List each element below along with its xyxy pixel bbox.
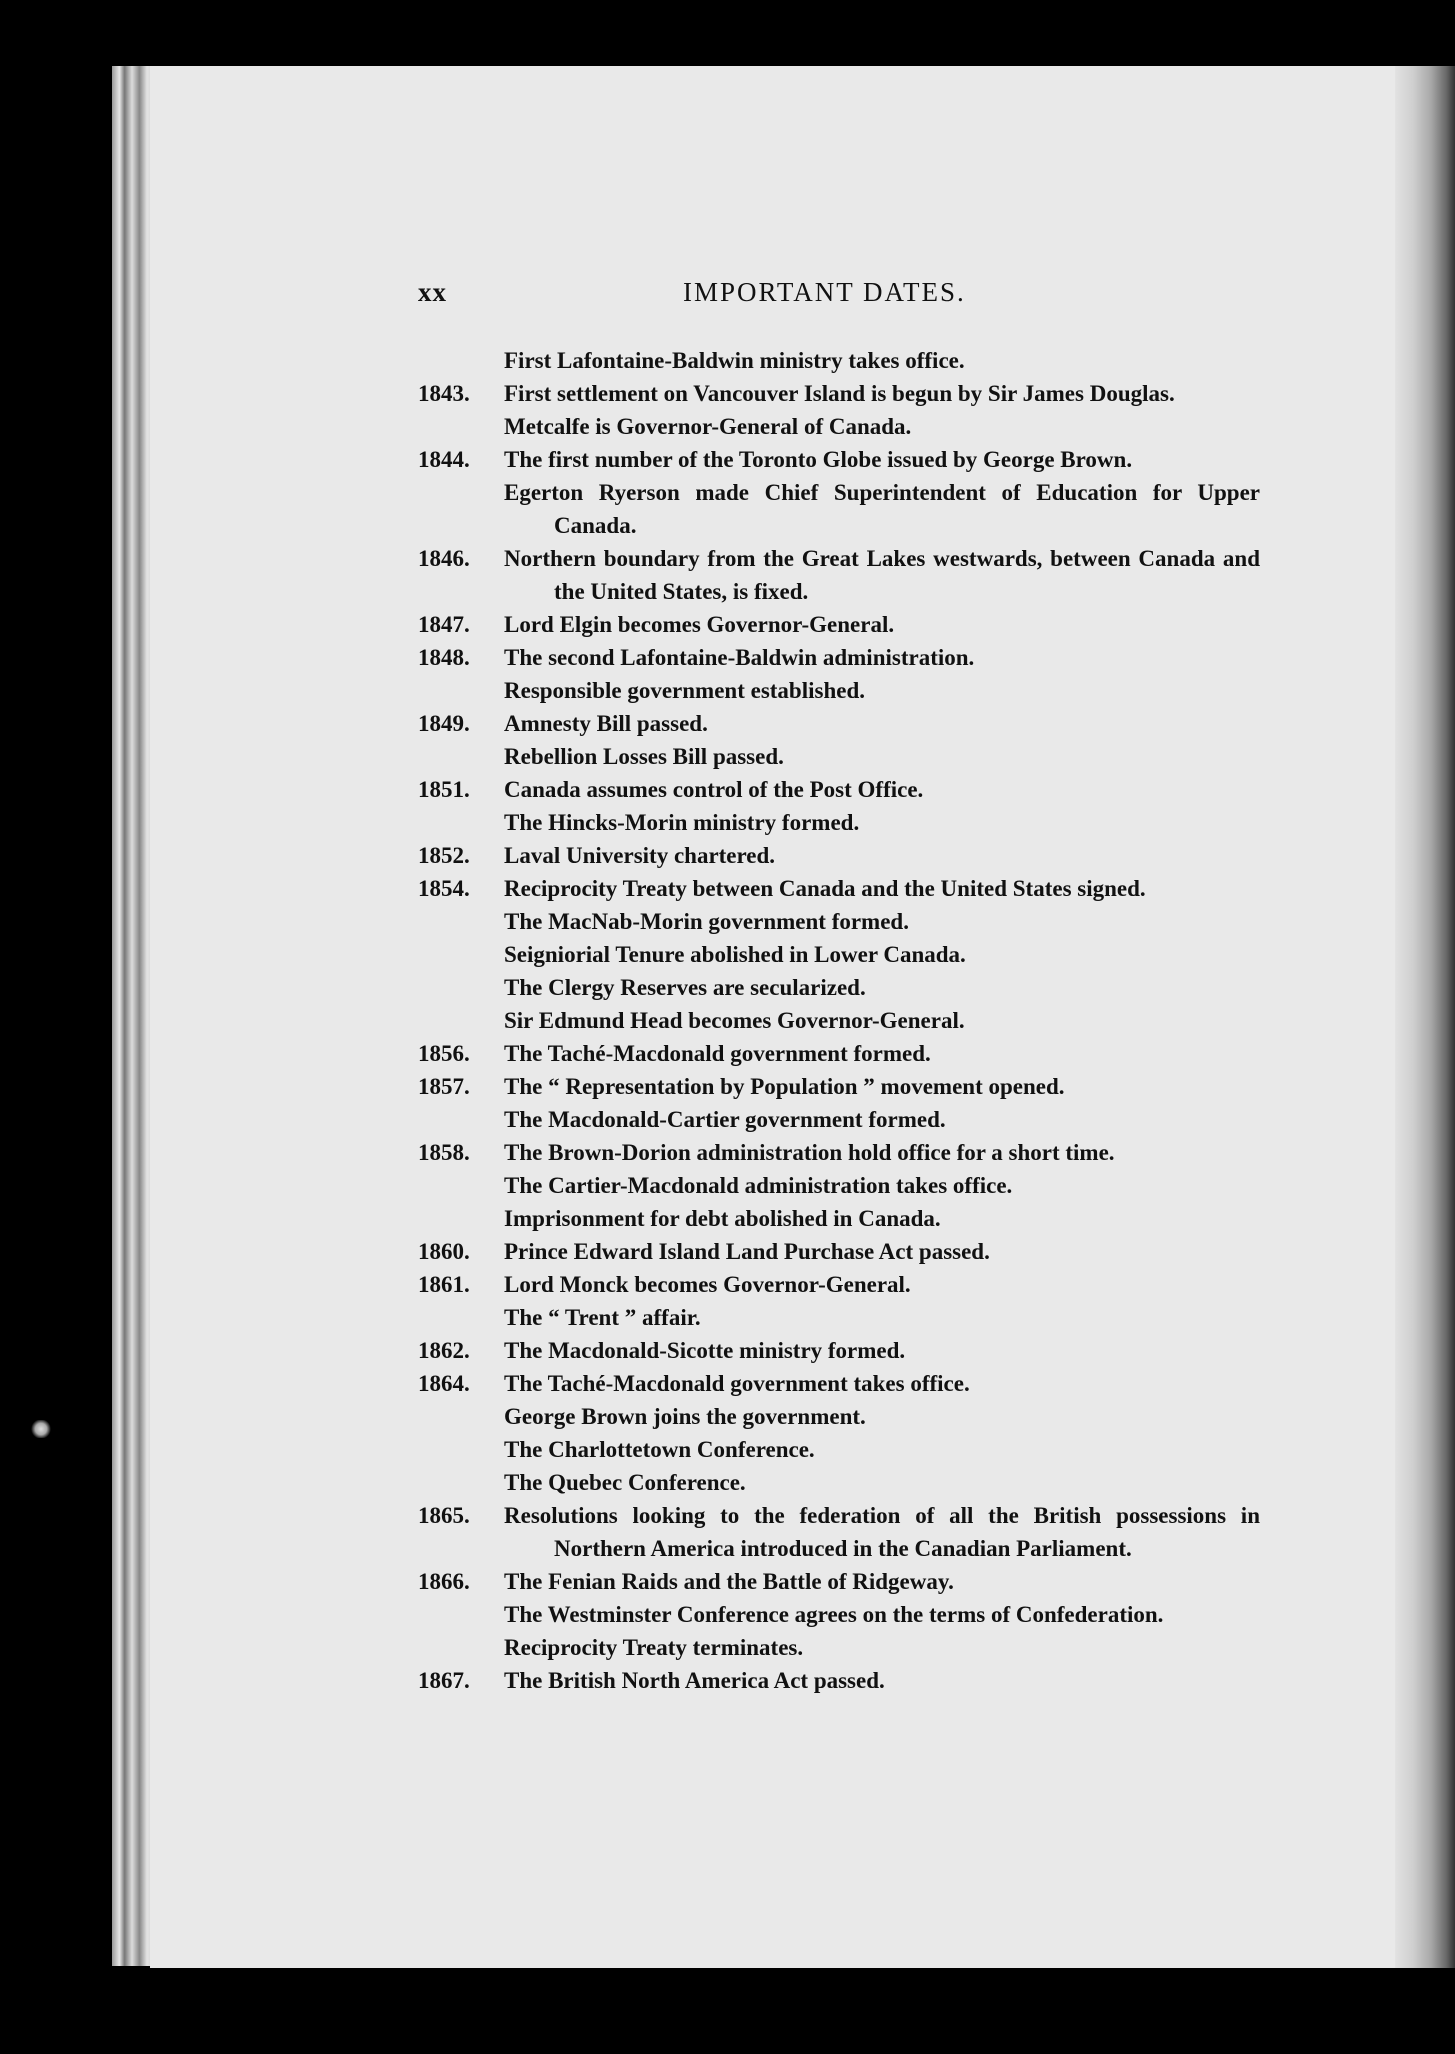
entry-year: 1846. — [418, 546, 470, 571]
date-entry — [418, 674, 1260, 707]
entry-event: The Hincks-Morin ministry formed. — [504, 810, 860, 835]
entry-event: The British North America Act passed. — [504, 1668, 885, 1693]
entry-event: Rebellion Losses Bill passed. — [504, 744, 784, 769]
entry-event: The Fenian Raids and the Battle of Ridgeway. — [504, 1569, 954, 1594]
date-entry — [418, 476, 1260, 542]
entry-year: 1865. — [418, 1503, 470, 1528]
date-entry — [418, 773, 1260, 806]
entry-event: Prince Edward Island Land Purchase Act passed. — [504, 1239, 990, 1264]
date-entry — [418, 1631, 1260, 1664]
entry-event: The Cartier-Macdonald administration takes office. — [504, 1173, 1013, 1198]
entry-event: The Taché-Macdonald government formed. — [504, 1041, 931, 1066]
entry-event: First settlement on Vancouver Island is begun by Sir James Douglas. — [504, 381, 1175, 406]
date-entry — [418, 1037, 1260, 1070]
entry-event: Metcalfe is Governor-General of Canada. — [504, 414, 912, 439]
entry-event: The second Lafontaine-Baldwin administration. — [504, 645, 975, 670]
entry-year: 1856. — [418, 1041, 470, 1066]
date-entry — [418, 806, 1260, 839]
date-entry — [418, 443, 1260, 476]
entry-event: Lord Monck becomes Governor-General. — [504, 1272, 911, 1297]
entry-event: The MacNab-Morin government formed. — [504, 909, 909, 934]
entry-event: Laval University chartered. — [504, 843, 776, 868]
entry-year: 1852. — [418, 843, 470, 868]
page-edge-shadow — [1395, 66, 1455, 1968]
running-head — [418, 277, 1278, 317]
entry-event: Responsible government established. — [504, 678, 865, 703]
entry-year: 1851. — [418, 777, 470, 802]
date-entry — [418, 938, 1260, 971]
date-entry — [418, 1268, 1260, 1301]
entry-year: 1848. — [418, 645, 470, 670]
date-entry — [418, 1367, 1260, 1400]
entry-event: The Macdonald-Sicotte ministry formed. — [504, 1338, 906, 1363]
date-entry — [418, 1301, 1260, 1334]
scan-artifact — [30, 1420, 52, 1438]
entry-year: 1849. — [418, 711, 470, 736]
entry-year: 1866. — [418, 1569, 470, 1594]
entry-year: 1843. — [418, 381, 470, 406]
entry-year: 1867. — [418, 1668, 470, 1693]
date-entry — [418, 707, 1260, 740]
date-entry — [418, 1103, 1260, 1136]
date-entry — [418, 971, 1260, 1004]
date-entry — [418, 872, 1260, 905]
entry-year: 1858. — [418, 1140, 470, 1165]
date-entry — [418, 1136, 1260, 1169]
entry-year: 1862. — [418, 1338, 470, 1363]
entry-event: The first number of the Toronto Globe issued by George Brown. — [504, 447, 1133, 472]
entry-event: Sir Edmund Head becomes Governor-General. — [504, 1008, 965, 1033]
date-entry — [418, 1664, 1260, 1697]
entry-event: The Westminster Conference agrees on the terms of Confederation. — [504, 1602, 1164, 1627]
entry-event: Canada assumes control of the Post Office. — [504, 777, 924, 802]
date-entry — [418, 608, 1260, 641]
entry-year: 1854. — [418, 876, 470, 901]
entry-year: 1844. — [418, 447, 470, 472]
date-entry — [418, 344, 1260, 377]
date-entry — [418, 839, 1260, 872]
entry-year: 1861. — [418, 1272, 470, 1297]
page-number: xx — [418, 277, 447, 307]
entry-event: Northern boundary from the Great Lakes westwards, between Canada and the United States, is fixed. — [504, 546, 1260, 604]
entry-event: Egerton Ryerson made Chief Superintendent of Education for Upper Canada. — [504, 480, 1260, 538]
entry-event: The “ Trent ” affair. — [504, 1305, 701, 1330]
entry-year: 1864. — [418, 1371, 470, 1396]
page-title: IMPORTANT DATES. — [683, 277, 966, 307]
date-entry — [418, 377, 1260, 410]
date-entry — [418, 1070, 1260, 1103]
date-entry — [418, 1433, 1260, 1466]
date-entry — [418, 641, 1260, 674]
entry-event: The Brown-Dorion administration hold office for a short time. — [504, 1140, 1115, 1165]
entry-event: George Brown joins the government. — [504, 1404, 866, 1429]
date-entry — [418, 542, 1260, 608]
entry-event: First Lafontaine-Baldwin ministry takes office. — [504, 348, 965, 373]
entry-event: The Quebec Conference. — [504, 1470, 746, 1495]
entry-year: 1857. — [418, 1074, 470, 1099]
date-entry — [418, 410, 1260, 443]
entry-event: The “ Representation by Population ” movement opened. — [504, 1074, 1065, 1099]
entry-event: The Macdonald-Cartier government formed. — [504, 1107, 946, 1132]
entry-event: Lord Elgin becomes Governor-General. — [504, 612, 895, 637]
entry-event: Imprisonment for debt abolished in Canada. — [504, 1206, 941, 1231]
date-entry — [418, 1169, 1260, 1202]
date-entry — [418, 1334, 1260, 1367]
date-entry — [418, 1202, 1260, 1235]
entry-event: Seigniorial Tenure abolished in Lower Canada. — [504, 942, 966, 967]
entry-event: The Clergy Reserves are secularized. — [504, 975, 866, 1000]
date-entry — [418, 1466, 1260, 1499]
entry-event: Amnesty Bill passed. — [504, 711, 708, 736]
entry-event: Reciprocity Treaty between Canada and the United States signed. — [504, 876, 1146, 901]
entry-event: The Charlottetown Conference. — [504, 1437, 815, 1462]
date-entry — [418, 1499, 1260, 1565]
dates-list — [418, 344, 1260, 1697]
date-entry — [418, 1565, 1260, 1598]
entry-year: 1860. — [418, 1239, 470, 1264]
date-entry — [418, 1235, 1260, 1268]
date-entry — [418, 740, 1260, 773]
entry-event: Resolutions looking to the federation of all the British possessions in Northern America introduced in the Canadian Parliament. — [504, 1503, 1260, 1561]
date-entry — [418, 1400, 1260, 1433]
entry-event: The Taché-Macdonald government takes office. — [504, 1371, 970, 1396]
entry-year: 1847. — [418, 612, 470, 637]
entry-event: Reciprocity Treaty terminates. — [504, 1635, 804, 1660]
date-entry — [418, 1004, 1260, 1037]
date-entry — [418, 1598, 1260, 1631]
date-entry — [418, 905, 1260, 938]
